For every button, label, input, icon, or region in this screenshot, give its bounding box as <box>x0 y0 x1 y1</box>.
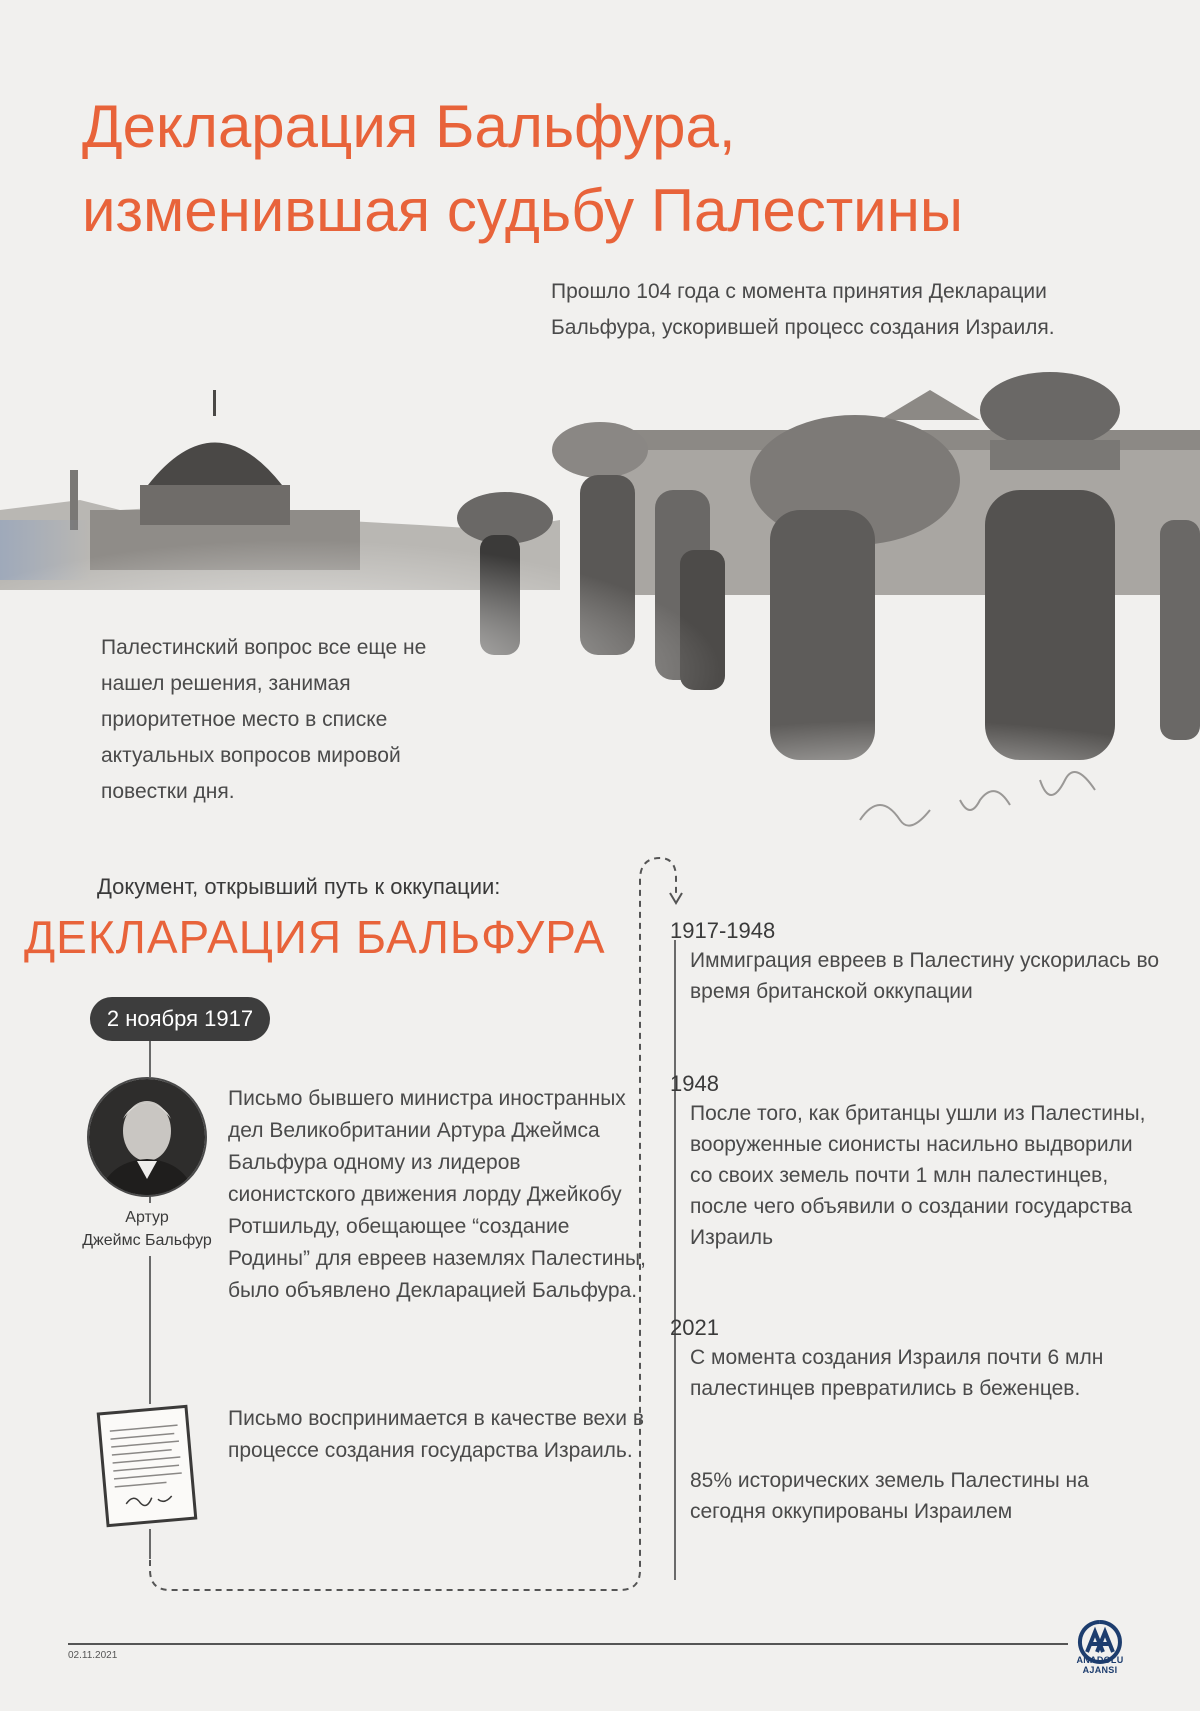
title-line-1: Декларация Бальфура, <box>82 93 736 160</box>
connector-line <box>149 1256 151 1404</box>
document-lead: Документ, открывший путь к оккупации: <box>97 874 501 899</box>
letter-description: Письмо бывшего министра иностранных дел Великобритании Артура Джеймса Бальфура одному из лидеров сионистского движения лорду Джейкобу Ротшильду, обещающее “создание Родины” для евреев наземлях Палестины, было объявлено Декларацией Бальфура. <box>228 1087 646 1302</box>
footer-divider <box>68 1643 1068 1645</box>
connector-line <box>149 1529 151 1559</box>
palestinian-question-text: Палестинский вопрос все еще не нашел решения, занимая приоритетное место в списке актуальных вопросов мировой повестки дня. <box>101 636 427 803</box>
letter-document-image <box>95 1404 200 1529</box>
timeline-text: Иммиграция евреев в Палестину ускорилась во время британской оккупации <box>690 949 1160 1003</box>
timeline-text: После того, как британцы ушли из Палестины, вооруженные сионисты насильно выдворили со своих земель почти 1 млн палестинцев, после чего объявили о создании государства Израиль <box>690 1102 1146 1249</box>
portrait-caption-line-2: Джеймс Бальфур <box>82 1232 212 1249</box>
declaration-title: ДЕКЛАРАЦИЯ БАЛЬФУРА <box>24 911 606 963</box>
portrait-caption <box>62 1206 232 1252</box>
timeline-line <box>674 940 676 1580</box>
logo-text: ANADOLU AJANSI <box>1076 1655 1124 1675</box>
balfour-portrait <box>87 1077 207 1197</box>
footer-date: 02.11.2021 <box>68 1650 118 1661</box>
portrait-icon <box>89 1079 205 1195</box>
milestone-text: Письмо воспринимается в качестве вехи в процессе создания государства Израиль. <box>228 1407 645 1462</box>
page-title <box>82 85 1142 253</box>
connector-line <box>149 1041 151 1077</box>
timeline-text: 85% исторических земель Палестины на сегодня оккупированы Израилем <box>690 1469 1089 1523</box>
title-line-2: изменившая судьбу Палестины <box>82 177 963 244</box>
timeline-year: 2021 <box>670 1315 719 1340</box>
timeline-year: 1948 <box>670 1071 719 1096</box>
intro-text: Прошло 104 года с момента принятия Декларации Бальфура, ускорившей процесс создания Израиля. <box>551 280 1055 339</box>
date-badge: 2 ноября 1917 <box>90 997 270 1041</box>
arrow-down-icon <box>670 893 682 903</box>
portrait-caption-line-1: Артур <box>125 1209 169 1226</box>
timeline-year: 1917-1948 <box>670 918 776 943</box>
timeline-text: С момента создания Израиля почти 6 млн палестинцев превратились в беженцев. <box>690 1346 1104 1400</box>
